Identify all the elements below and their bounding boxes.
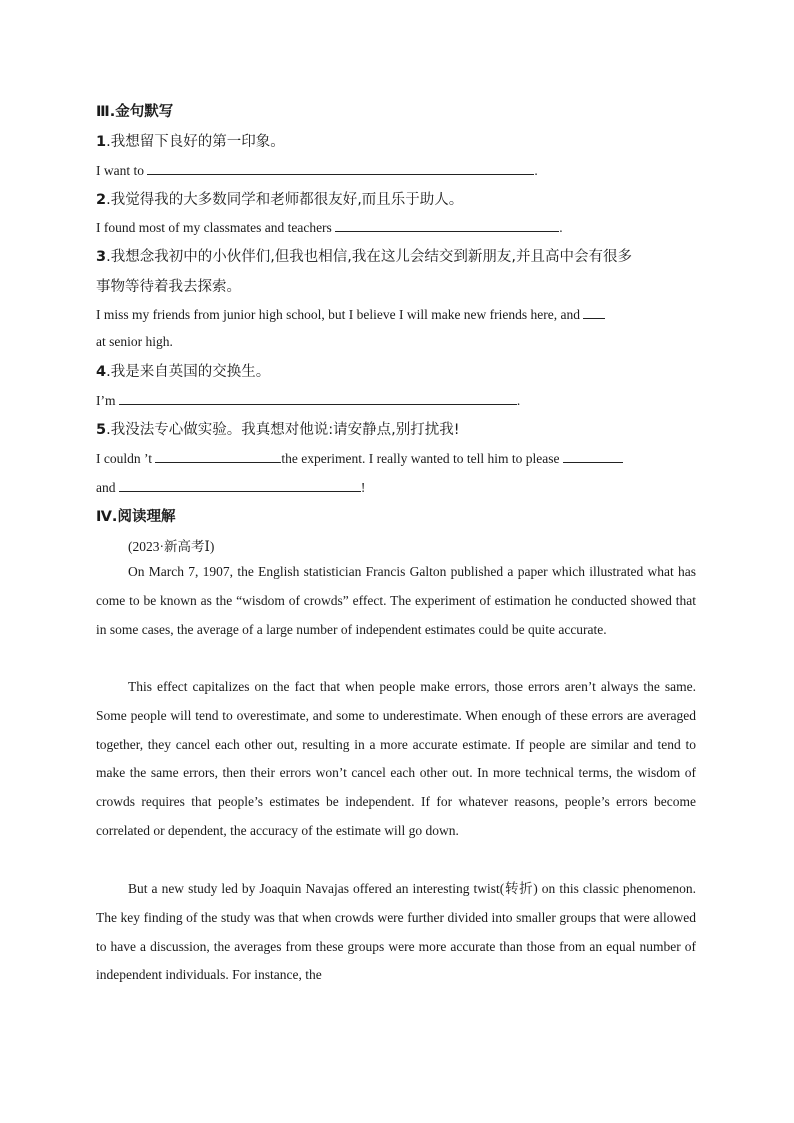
item-1-en-prefix: I want to — [96, 163, 148, 178]
passage-source: (2023·新高考Ⅰ) — [128, 539, 215, 554]
item-4-number: 4 — [96, 364, 107, 380]
item-4-english — [96, 391, 520, 409]
item-3-english-line-1 — [96, 305, 605, 323]
item-1-answer-blank[interactable] — [147, 161, 534, 175]
item-5-answer-blank-2[interactable] — [563, 449, 623, 463]
item-1-en-suffix: . — [534, 163, 538, 178]
section-3-title: Ⅲ.金句默写 — [96, 104, 174, 120]
item-3-english-line-2: at senior high. — [96, 334, 173, 349]
item-3-chinese-line-1 — [96, 245, 632, 266]
item-5-en-text-b: the experiment. I really wanted to tell him to please — [281, 451, 563, 466]
item-5-english-line-1 — [96, 449, 623, 467]
item-4-en-suffix: . — [516, 393, 521, 408]
item-2-english — [96, 218, 563, 236]
item-5-number: 5 — [96, 422, 107, 438]
item-5-en-text-c: and — [96, 480, 119, 495]
item-3-chinese-line-2: 事物等待着我去探索。 — [96, 279, 241, 295]
section-4-title: Ⅳ.阅读理解 — [96, 509, 176, 525]
item-2-en-prefix: I found most of my classmates and teachers — [96, 220, 336, 235]
item-5-answer-blank-1[interactable] — [155, 449, 281, 463]
item-1-english — [96, 161, 538, 179]
item-1-chinese — [96, 130, 285, 151]
passage-paragraph-1: On March 7, 1907, the English statistician Francis Galton published a paper which illustrated what has come to be known as the “wisdom of crowds” effect. The experiment of estimation he conducted showed that in some cases, the average of a large number of independent estimates could be quite accurate. — [96, 564, 696, 637]
item-4-en-prefix: I’m — [96, 393, 119, 408]
item-4-chinese — [96, 360, 270, 381]
item-5-answer-blank-3[interactable] — [119, 478, 361, 492]
item-4-answer-blank[interactable] — [119, 391, 517, 405]
item-5-cn-text: .我没法专心做实验。我真想对他说:请安静点,别打扰我! — [106, 422, 460, 438]
passage-paragraph-3: But a new study led by Joaquin Navajas offered an interesting twist(转折) on this classic phenomenon. The key finding of the study was that when crowds were further divided into smaller groups that were allowed to have a discussion, the averages from these groups were more accurate than those from an equal number of independent individuals. For instance, the — [96, 881, 696, 983]
item-5-en-text-a: I couldn ’t — [96, 451, 156, 466]
item-2-chinese — [96, 188, 463, 209]
passage-paragraph-2: This effect capitalizes on the fact that when people make errors, those errors aren’t always the same. Some people will tend to overestimate, and some to underestimate. When enough of these errors are averaged together, they cancel each other out, resulting in a more accurate estimate. If people are similar and tend to make the same errors, then their errors won’t cancel each other out. In more technical terms, the wisdom of crowds requires that people’s estimates be independent. If for whatever reasons, people’s errors become correlated or dependent, the accuracy of the estimate will go down. — [96, 679, 696, 838]
item-2-number: 2 — [96, 192, 107, 208]
item-2-en-suffix: . — [559, 220, 563, 235]
item-4-cn-text: .我是来自英国的交换生。 — [106, 364, 271, 380]
item-5-chinese — [96, 418, 460, 439]
item-2-answer-blank[interactable] — [335, 218, 559, 232]
item-1-cn-text: .我想留下良好的第一印象。 — [106, 134, 285, 150]
item-1-number: 1 — [96, 134, 107, 150]
item-5-english-line-2 — [96, 478, 365, 496]
item-3-en-text-1: I miss my friends from junior high school, but I believe I will make new friends here, and — [96, 307, 584, 322]
item-2-cn-text: .我觉得我的大多数同学和老师都很友好,而且乐于助人。 — [106, 192, 464, 208]
item-3-number: 3 — [96, 249, 107, 265]
item-3-answer-blank[interactable] — [583, 305, 605, 319]
item-3-cn-text-1: .我想念我初中的小伙伴们,但我也相信,我在这儿会结交到新朋友,并且高中会有很多 — [106, 249, 633, 265]
item-5-en-text-d: ! — [360, 480, 366, 495]
